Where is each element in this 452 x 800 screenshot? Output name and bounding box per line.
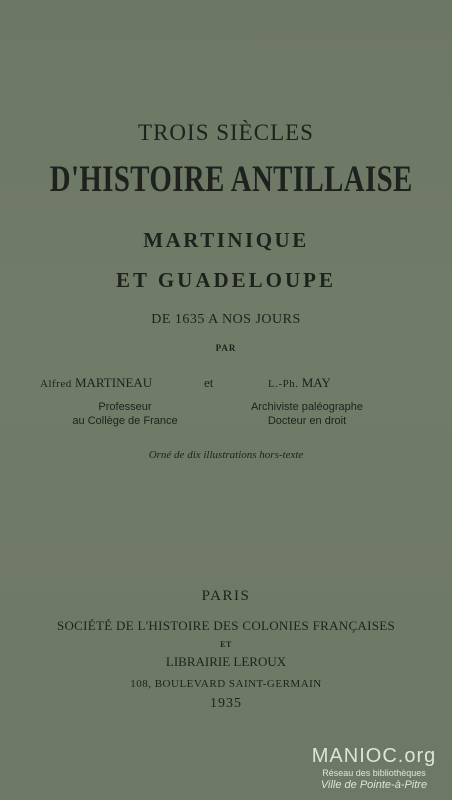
illustrations-note: Orné de dix illustrations hors-texte: [148, 449, 304, 461]
title-line-3: MARTINIQUE: [143, 228, 309, 252]
author-1-credentials: [40, 400, 210, 428]
author-1-credential-2: au Collège de France: [72, 415, 178, 427]
author-2-lastname: MAY: [301, 375, 331, 390]
manioc-watermark: [304, 745, 444, 792]
author-1-lastname: MARTINEAU: [74, 375, 153, 390]
publisher-et: ET: [220, 640, 232, 649]
author-2-credential-1: Archiviste paléographe: [251, 401, 363, 413]
watermark-logo: MANIOC.org: [311, 745, 437, 767]
author-2-firstname: L.-Ph.: [268, 378, 302, 390]
par-label: PAR: [215, 343, 237, 353]
publication-year: 1935: [210, 696, 242, 711]
author-2-credential-2: Docteur en droit: [267, 415, 347, 427]
publisher-library: LIBRAIRIE LEROUX: [165, 654, 287, 669]
author-1-firstname: Alfred: [40, 378, 75, 390]
watermark-subtitle: Réseau des bibliothèques: [322, 768, 426, 778]
author-2-credentials: [222, 400, 392, 428]
title-line-5: DE 1635 A NOS JOURS: [151, 312, 301, 327]
title-line-2: D'HISTOIRE ANTILLAISE: [49, 159, 413, 200]
author-1-name: [40, 375, 152, 391]
title-line-4: ET GUADELOUPE: [115, 268, 337, 292]
watermark-city: Ville de Pointe-à-Pitre: [320, 779, 428, 791]
et-label: et: [204, 375, 214, 390]
author-2-name: [268, 375, 331, 391]
title-line-1: TROIS SIÈCLES: [138, 120, 314, 145]
publisher-address: 108, BOULEVARD SAINT-GERMAIN: [130, 678, 322, 690]
publisher-city: PARIS: [201, 588, 251, 604]
author-1-credential-1: Professeur: [98, 401, 152, 413]
publisher-society: SOCIÉTÉ DE L'HISTOIRE DES COLONIES FRANÇAISES: [56, 618, 396, 633]
